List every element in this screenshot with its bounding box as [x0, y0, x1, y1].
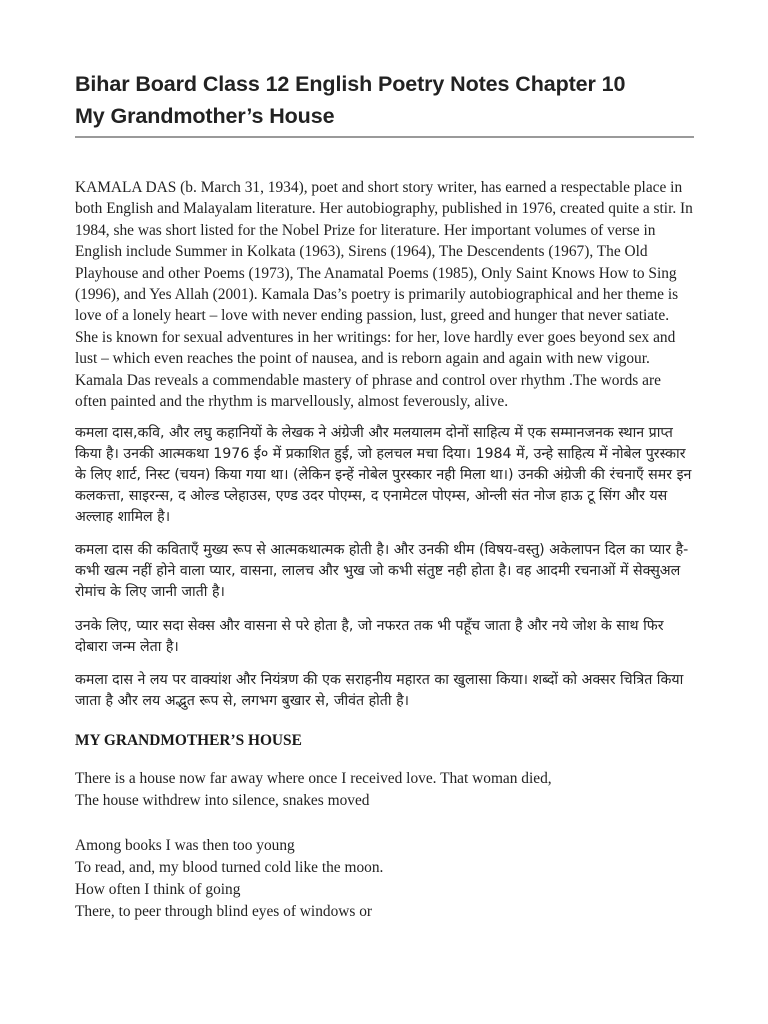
article — [75, 68, 694, 946]
hindi-paragraph-4: कमला दास ने लय पर वाक्यांश और नियंत्रण की एक सराहनीय महारत का खुलासा किया। शब्दों को अक्सर चित्रित किया जाता है और लय अद्भुत रूप से, लगभग बुखार से, जीवंत होती है। — [75, 672, 684, 710]
title-divider — [75, 136, 694, 138]
poem-stanza-2 — [75, 835, 694, 923]
hindi-paragraph-2: कमला दास की कविताएँ मुख्य रूप से आत्मकथात्मक होती है। और उनकी थीम (विषय-वस्तु) अकेलापन दिल का प्यार है- कभी खत्म नहीं होने वाला प्यार, वासना, लालच और भुख जो कभी संतुष्ट नही होता है। वह आदमी रचनाओं में सेक्सुअल रोमांच के लिए जानी जाती है। — [75, 542, 689, 601]
poem-heading: MY GRANDMOTHER’S HOUSE — [75, 732, 302, 750]
hindi-paragraph-1: कमला दास,कवि, और लघु कहानियों के लेखक ने अंग्रेजी और मलयालम दोनों साहित्य में एक सम्मानजनक स्थान प्राप्त किया है। उनकी आत्मकथा 1976 ई० में प्रकाशित हुई, जो हलचल मचा दिया। 1984 में, उन्हे साहित्य में नोबेल पुरस्कार के लिए शार्ट, निस्ट (चयन) किया गया था। (लेकिन इन्हें नोबेल पुरस्कार नही मिला था।) उनकी अंग्रेजी की रंचनाएँ समर इन कलकत्ता, साइरन्स, द ओल्ड प्लेहाउस, एण्ड उदर पोएम्स, द एनामेटल पोएम्स, ओन्ली संत नोज हाऊ टू सिंग और यस अल्लाह शामिल है। — [75, 425, 692, 525]
poem-line: How often I think of going — [75, 881, 241, 899]
poem-line: There, to peer through blind eyes of windows or — [75, 903, 373, 921]
poem-line: The house withdrew into silence, snakes moved — [75, 792, 370, 810]
poem-stanza-1 — [75, 768, 694, 812]
page-title-line-1: Bihar Board Class 12 English Poetry Notes Chapter 10 — [75, 72, 626, 96]
page-title-line-2: My Grandmother’s House — [75, 104, 335, 128]
page-title — [75, 68, 694, 132]
poem-line: To read, and, my blood turned cold like the moon. — [75, 859, 384, 877]
poem-line: There is a house now far away where once I received love. That woman died, — [75, 770, 552, 788]
hindi-paragraph-3: उनके लिए, प्यार सदा सेक्स और वासना से परे होता है, जो नफरत तक भी पहूँच जाता है और नये जोश के साथ फिर दोबारा जन्म लेता है। — [75, 617, 664, 655]
poem-line: Among books I was then too young — [75, 837, 295, 855]
intro-paragraph-english: KAMALA DAS (b. March 31, 1934), poet and short story writer, has earned a respectable place in both English and Malayalam literature. Her autobiography, published in 1976, created quite a stir. In 1984, she was short listed for the Nobel Prize for literature. Her important volumes of verse in English include Summer in Kolkata (1963), Sirens (1964), The Descendents (1967), The Old Playhouse and other Poems (1973), The Anamatal Poems (1985), Only Saint Knows How to Sing (1996), and Yes Allah (2001). Kamala Das’s poetry is primarily autobiographical and her theme is love of a lonely heart – love with never ending passion, lust, greed and hunger that never satiate. She is known for sexual adventures in her writings: for her, love hardly ever goes beyond sex and lust – which even reaches the point of nausea, and is reborn again and again with new vigour. Kamala Das reveals a commendable mastery of phrase and control over rhythm .The words are often painted and the rhythm is marvellously, almost feverously, alive. — [75, 179, 693, 411]
